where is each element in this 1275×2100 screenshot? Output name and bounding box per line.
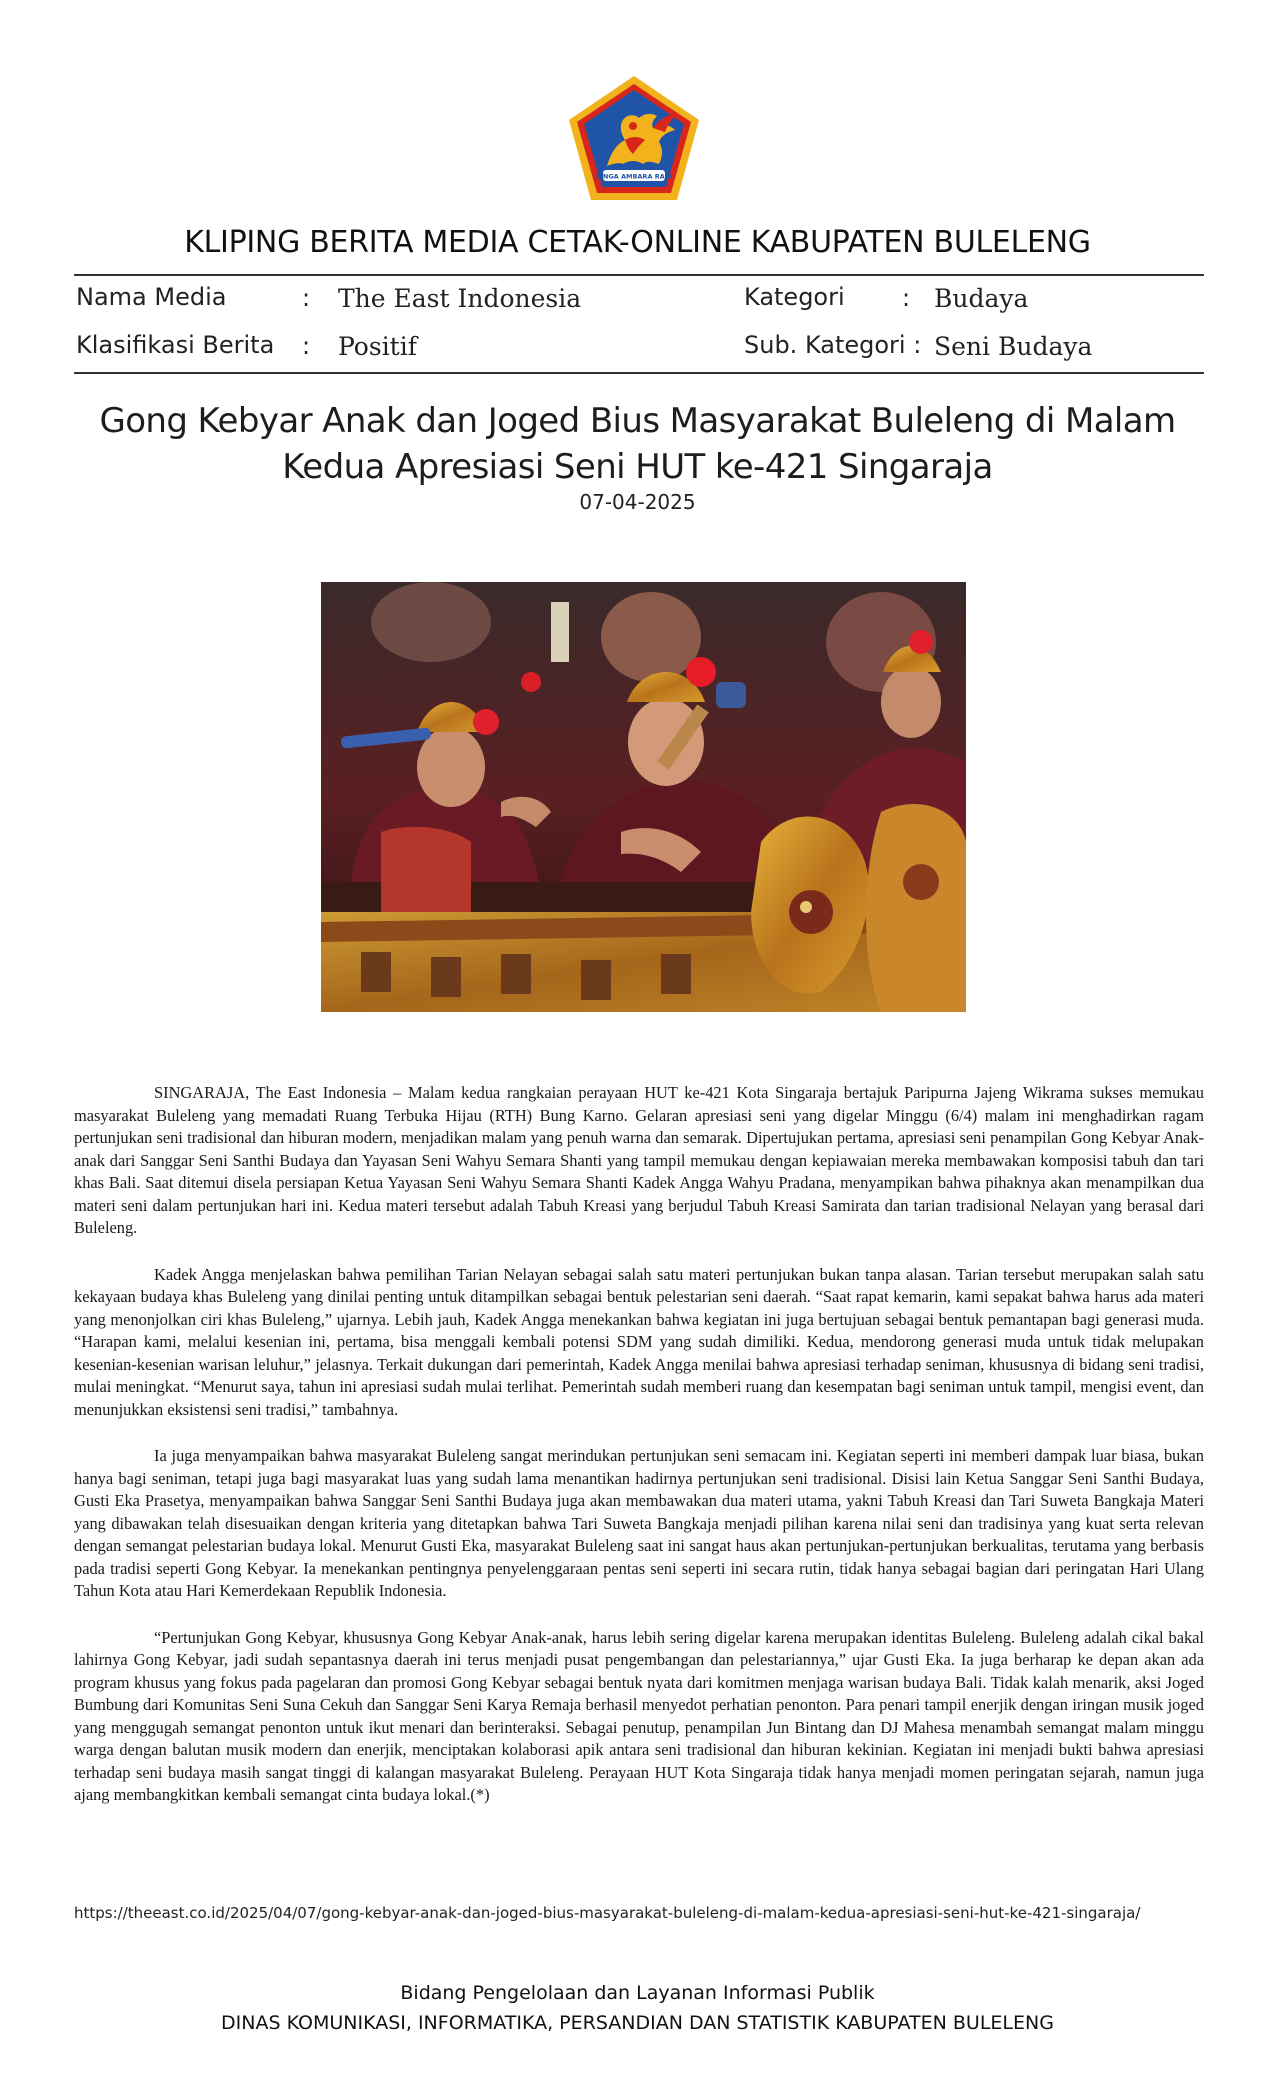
crest-motto: SINGA AMBARA RAJA: [595, 172, 673, 181]
kategori-label: Kategori: [744, 283, 845, 311]
source-url-link[interactable]: https://theeast.co.id/2025/04/07/gong-kebyar-anak-dan-joged-bius-masyarakat-buleleng-di-malam-kedua-apresiasi-seni-hut-ke-421-singaraja/: [74, 1904, 1141, 1922]
nama-media-label: Nama Media: [76, 283, 227, 311]
article-paragraph-4: “Pertunjukan Gong Kebyar, khususnya Gong Kebyar Anak-anak, harus lebih sering digelar karena merupakan identitas Buleleng. Buleleng adalah cikal bakal lahirnya Gong Kebyar, jadi sudah sepantasnya daerah ini terus menjadi pusat pengembangan dan pelestariannya,” ujar Gusti Eka. Ia juga berharap ke depan akan ada program khusus yang fokus pada pagelaran dan promosi Gong Kebyar sebagai bentuk nyata dari komitmen menjaga warisan budaya Bali. Tidak kalah menarik, aksi Joged Bumbung dari Komunitas Seni Suna Cekuh dan Sanggar Seni Karya Remaja berhasil menyedot perhatian penonton. Para penari tampil enerjik dengan iringan musik joged yang menggugah semangat penonton untuk ikut menari dan berinteraksi. Sebagai penutup, penampilan Jun Bintang dan DJ Mahesa menambah semangat malam minggu warga dengan balutan musik modern dan enerjik, menciptakan kolaborasi apik antara seni tradisional dan hiburan kekinian. Kegiatan ini menjadi bukti bahwa apresiasi terhadap seni budaya masih sangat tinggi di kalangan masyarakat Buleleng. Perayaan HUT Kota Singaraja tidak hanya menjadi momen peringatan sejarah, namun juga ajang membangkitkan kembali semangat cinta budaya lokal.(*): [74, 1627, 1204, 1804]
article-title: Gong Kebyar Anak dan Joged Bius Masyarakat Buleleng di Malam Kedua Apresiasi Seni HUT ke-421 Singaraja: [99, 401, 1176, 487]
kliping-header-title: KLIPING BERITA MEDIA CETAK-ONLINE KABUPATEN BULELENG: [184, 225, 1091, 260]
nama-media-value: The East Indonesia: [338, 284, 582, 313]
crest-icon: [567, 74, 701, 202]
article-date: 07-04-2025: [579, 490, 696, 514]
footer-agency: DINAS KOMUNIKASI, INFORMATIKA, PERSANDIAN DAN STATISTIK KABUPATEN BULELENG: [221, 2012, 1054, 2034]
article-body: [74, 1082, 1204, 1831]
klasifikasi-colon: :: [302, 332, 311, 360]
sub-kategori-label: Sub. Kategori :: [744, 331, 922, 359]
nama-media-colon: :: [302, 284, 311, 312]
sub-kategori-value: Seni Budaya: [934, 332, 1093, 361]
kategori-colon: :: [902, 284, 911, 312]
gamelan-performance-image: [321, 582, 966, 1012]
header-divider-top: [74, 274, 1204, 276]
article-paragraph-3: Ia juga menyampaikan bahwa masyarakat Buleleng sangat merindukan pertunjukan seni semacam ini. Kegiatan seperti ini memberi dampak luar biasa, bukan hanya bagi seniman, tetapi juga bagi masyarakat luas yang sudah lama menantikan hadirnya pertunjukan seni tradisional. Disisi lain Ketua Sanggar Seni Santhi Budaya, Gusti Eka Prasetya, menyampaikan bahwa Sanggar Seni Santhi Budaya juga akan membawakan dua materi utama, yakni Tabuh Kreasi dan Tari Suweta Bangkaja Materi yang dibawakan telah disesuaikan dengan kriteria yang ditetapkan bahwa Tari Suweta Bangkaja menjadi pilihan karena nilai seni dan tradisinya yang kuat serta relevan dengan semangat pelestarian budaya lokal. Menurut Gusti Eka, masyarakat Buleleng saat ini sangat haus akan pertunjukan-pertunjukan berkualitas, terutama yang berbasis pada tradisi seperti Gong Kebyar. Ia menekankan pentingnya penyelenggaraan pentas seni seperti ini secara rutin, tidak hanya sebagai bagian dari peringatan Hari Ulang Tahun Kota atau Hari Kemerdekaan Republik Indonesia.: [74, 1446, 1204, 1600]
klasifikasi-label: Klasifikasi Berita: [76, 331, 275, 359]
gong-kebyar-photo: [321, 582, 966, 1012]
header-divider-bottom: [74, 372, 1204, 374]
kategori-value: Budaya: [934, 284, 1029, 313]
article-paragraph-1: SINGARAJA, The East Indonesia – Malam kedua rangkaian perayaan HUT ke-421 Kota Singaraja bertajuk Paripurna Jajeng Wikrama sukses memukau masyarakat Buleleng yang memadati Ruang Terbuka Hijau (RTH) Bung Karno. Gelaran apresiasi seni yang digelar Minggu (6/4) malam ini menghadirkan ragam pertunjukan seni tradisional dan hiburan modern, menjadikan malam yang penuh warna dan semarak. Dipertujukan pertama, apresiasi seni penampilan Gong Kebyar Anak-anak dari Sanggar Seni Santhi Budaya dan Yayasan Seni Wahyu Semara Shanti yang tampil memukau dengan kepiawaian mereka membawakan komposisi tabuh dan tari khas Bali. Saat ditemui disela persiapan Ketua Yayasan Seni Wahyu Semara Shanti Kadek Angga Wahyu Pradana, menyampikan bahwa pihaknya akan menampilkan dua materi seni dalam pertunjukan hari ini. Kedua materi tersebut adalah Tabuh Kreasi yang berjudul Tabuh Kreasi Samirata dan tarian tradisional Nelayan yang berasal dari Buleleng.: [74, 1083, 1204, 1237]
buleleng-crest-logo: [567, 74, 701, 202]
article-paragraph-2: Kadek Angga menjelaskan bahwa pemilihan Tarian Nelayan sebagai salah satu materi pertunjukan bukan tanpa alasan. Tarian tersebut merupakan salah satu kekayaan budaya khas Buleleng yang dinilai penting untuk ditampilkan sebagai bentuk pelestarian seni daerah. “Saat rapat kemarin, kami sepakat bahwa harus ada materi yang menonjolkan ciri khas Buleleng,” ujarnya. Lebih jauh, Kadek Angga menekankan bahwa kegiatan ini juga bertujuan sebagai bentuk pemantapan bagi generasi muda. “Harapan kami, melalui kesenian ini, pertama, bisa menggali kembali potensi SDM yang sudah dimiliki. Kedua, mendorong generasi muda untuk tidak melupakan kesenian-kesenian warisan leluhur,” jelasnya. Terkait dukungan dari pemerintah, Kadek Angga menilai bahwa apresiasi terhadap seniman, khususnya di bidang seni tradisi, mulai meningkat. “Menurut saya, tahun ini apresiasi sudah mulai terlihat. Pemerintah sudah memberi ruang dan kesempatan bagi seniman untuk tampil, mengisi event, dan menunjukkan eksistensi seni tradisi,” tambahnya.: [74, 1264, 1204, 1419]
footer-department: Bidang Pengelolaan dan Layanan Informasi Publik: [400, 1982, 875, 2004]
klasifikasi-value: Positif: [338, 332, 417, 361]
